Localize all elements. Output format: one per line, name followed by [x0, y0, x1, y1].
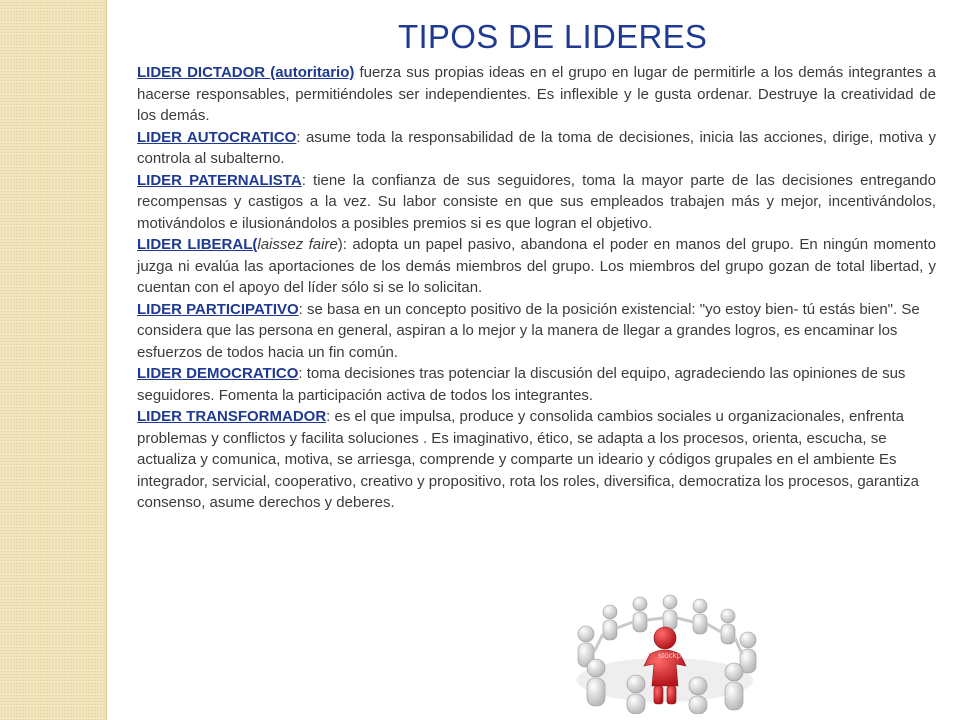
- stock-watermark: stockphoto: [658, 651, 697, 660]
- paragraph-participativo: [137, 299, 936, 364]
- desc-transformador: : es el que impulsa, produce y consolida cambios sociales u organizacionales, enfrenta problemas y conflictos y facilita soluciones . Es imaginativo, ético, se adapta a los procesos, orienta, escucha, se actualiza y comunica, motiva, se arriesga, comprende y comparte un ideario y códigos grupales en el ambiente Es integrador, servicial, cooperativo, creativo y propositivo, rota los roles, diversifica, democratiza los procesos, garantiza consenso, asume derechos y deberes.: [137, 408, 920, 511]
- leader-circle-illustration: [566, 594, 764, 714]
- paragraph-transformador: [137, 406, 936, 514]
- term-dictador: LIDER DICTADOR (autoritario): [137, 64, 355, 81]
- paragraph-autocratico: [137, 127, 936, 170]
- term-liberal: LIDER LIBERAL(: [137, 236, 258, 253]
- paragraph-dictador: [137, 62, 936, 127]
- slide-title: TIPOS DE LIDERES: [398, 18, 708, 55]
- term-paternalista: LIDER PATERNALISTA: [137, 171, 302, 189]
- term-democratico: LIDER DEMOCRATICO: [137, 365, 299, 382]
- decorative-side-band: [0, 0, 107, 720]
- desc-autocratico: : asume toda la responsabilidad de la toma de decisiones, inicia las acciones, dirige, motiva y controla al subalterno.: [137, 128, 936, 167]
- desc-liberal: ): adopta un papel pasivo, abandona el poder en manos del grupo. En ningún momento juzga ni evalúa las aportaciones de los demás miembros del grupo. Los miembros del grupo gozan de total libertad, y cuentan con el apoyo del líder sólo si se lo solicitan.: [137, 236, 936, 296]
- term-autocratico: LIDER AUTOCRATICO: [137, 128, 297, 146]
- leader-circle-icon: [566, 594, 764, 714]
- desc-democratico: : toma decisiones tras potenciar la discusión del equipo, agradeciendo las opiniones de sus seguidores. Fomenta la participación activa de todos los integrantes.: [137, 365, 906, 404]
- desc-participativo: : se basa en un concepto positivo de la posición existencial: "yo estoy bien- tú estás bien". Se considera que las persona en general, aspiran a lo mejor y la manera de llegar a grandes logros, es encaminar los esfuerzos de todos hacia un fin común.: [137, 300, 920, 361]
- paragraph-liberal: [137, 234, 936, 299]
- paragraph-democratico: [137, 363, 936, 406]
- desc-dictador: fuerza sus propias ideas en el grupo en lugar de permitirle a los demás integrantes a hacerse responsables, permitiéndoles ser independientes. Es inflexible y le gusta ordenar. Destruye la creatividad de los demás.: [137, 64, 936, 124]
- term-transformador: LIDER TRANSFORMADOR: [137, 408, 327, 425]
- term-participativo: LIDER PARTICIPATIVO: [137, 300, 299, 318]
- paragraph-paternalista: [137, 170, 936, 235]
- leader-types-text: [137, 62, 936, 514]
- desc-paternalista: : tiene la confianza de sus seguidores, toma la mayor parte de las decisiones entregando recompensas y castigos a la vez. Su labor consiste en que sus empleados trabajen más y mejor, incentivándolos, motivándolos e ilusionándolos a posibles premios si es que logran el objetivo.: [137, 171, 936, 232]
- liberal-italic: laissez faire: [257, 236, 338, 253]
